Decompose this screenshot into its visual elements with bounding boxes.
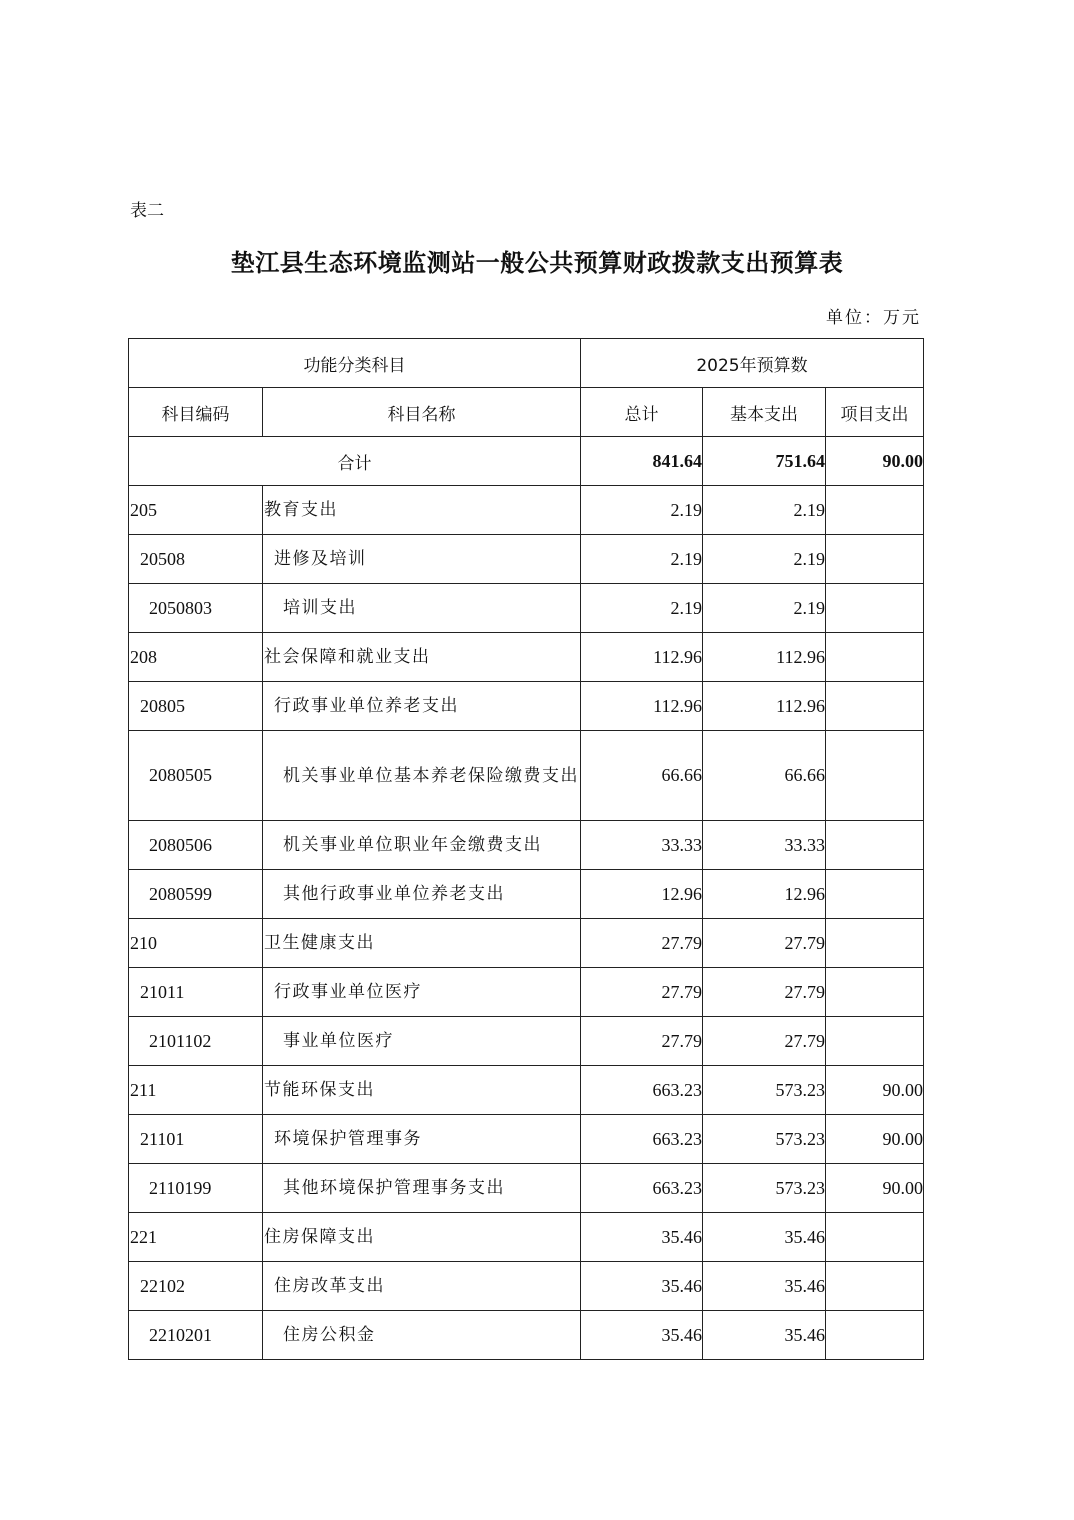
table-row xyxy=(129,1213,924,1262)
row-basic: 27.79 xyxy=(703,919,826,968)
row-project: 90.00 xyxy=(826,1066,924,1115)
row-name: 住房公积金 xyxy=(263,1311,581,1360)
table-row xyxy=(129,968,924,1017)
row-code: 221 xyxy=(129,1213,263,1262)
row-total: 663.23 xyxy=(581,1115,703,1164)
row-name: 机关事业单位职业年金缴费支出 xyxy=(263,821,581,870)
table-row xyxy=(129,486,924,535)
row-project xyxy=(826,1017,924,1066)
row-project xyxy=(826,682,924,731)
row-code: 2101102 xyxy=(129,1017,263,1066)
row-code: 2080505 xyxy=(129,731,263,821)
row-project xyxy=(826,1213,924,1262)
row-basic: 33.33 xyxy=(703,821,826,870)
row-project xyxy=(826,535,924,584)
row-basic: 112.96 xyxy=(703,633,826,682)
header-name: 科目名称 xyxy=(263,388,581,437)
row-total: 112.96 xyxy=(581,682,703,731)
row-code: 211 xyxy=(129,1066,263,1115)
header-project: 项目支出 xyxy=(826,388,924,437)
row-total: 35.46 xyxy=(581,1213,703,1262)
row-basic: 27.79 xyxy=(703,968,826,1017)
row-name: 住房改革支出 xyxy=(263,1262,581,1311)
row-basic: 112.96 xyxy=(703,682,826,731)
row-total: 27.79 xyxy=(581,1017,703,1066)
row-project xyxy=(826,821,924,870)
row-code: 2110199 xyxy=(129,1164,263,1213)
row-name: 教育支出 xyxy=(263,486,581,535)
row-basic: 66.66 xyxy=(703,731,826,821)
row-total: 12.96 xyxy=(581,870,703,919)
row-total: 663.23 xyxy=(581,1066,703,1115)
unit-label: 单位：万元 xyxy=(826,308,921,328)
row-project xyxy=(826,919,924,968)
row-code: 20805 xyxy=(129,682,263,731)
row-total: 2.19 xyxy=(581,584,703,633)
row-project xyxy=(826,486,924,535)
row-name: 机关事业单位基本养老保险缴费支出 xyxy=(263,731,581,821)
row-total: 2.19 xyxy=(581,486,703,535)
row-name: 行政事业单位养老支出 xyxy=(263,682,581,731)
table-row xyxy=(129,584,924,633)
table-row xyxy=(129,1017,924,1066)
budget-table xyxy=(128,338,924,1360)
total-row xyxy=(129,437,924,486)
table-row xyxy=(129,1164,924,1213)
row-basic: 573.23 xyxy=(703,1164,826,1213)
row-code: 20508 xyxy=(129,535,263,584)
table-row xyxy=(129,1262,924,1311)
row-code: 21011 xyxy=(129,968,263,1017)
row-basic: 2.19 xyxy=(703,486,826,535)
row-total: 66.66 xyxy=(581,731,703,821)
document-title: 垫江县生态环境监测站一般公共预算财政拨款支出预算表 xyxy=(230,248,844,277)
table-row xyxy=(129,1066,924,1115)
table-row xyxy=(129,633,924,682)
total-total: 841.64 xyxy=(581,437,703,486)
row-project xyxy=(826,1262,924,1311)
row-basic: 573.23 xyxy=(703,1066,826,1115)
row-code: 208 xyxy=(129,633,263,682)
row-code: 2080599 xyxy=(129,870,263,919)
row-basic: 27.79 xyxy=(703,1017,826,1066)
header-code: 科目编码 xyxy=(129,388,263,437)
table-row xyxy=(129,1311,924,1360)
row-code: 210 xyxy=(129,919,263,968)
row-basic: 2.19 xyxy=(703,584,826,633)
row-basic: 35.46 xyxy=(703,1262,826,1311)
row-project xyxy=(826,731,924,821)
total-project: 90.00 xyxy=(826,437,924,486)
row-name: 其他环境保护管理事务支出 xyxy=(263,1164,581,1213)
row-code: 2050803 xyxy=(129,584,263,633)
row-name: 行政事业单位医疗 xyxy=(263,968,581,1017)
table-row xyxy=(129,682,924,731)
row-total: 35.46 xyxy=(581,1311,703,1360)
row-project xyxy=(826,1311,924,1360)
row-total: 2.19 xyxy=(581,535,703,584)
row-name: 卫生健康支出 xyxy=(263,919,581,968)
table-row xyxy=(129,731,924,821)
table-row xyxy=(129,535,924,584)
row-total: 663.23 xyxy=(581,1164,703,1213)
row-name: 其他行政事业单位养老支出 xyxy=(263,870,581,919)
row-project: 90.00 xyxy=(826,1164,924,1213)
header-basic: 基本支出 xyxy=(703,388,826,437)
header-row-group xyxy=(129,339,924,388)
row-code: 2080506 xyxy=(129,821,263,870)
header-budget-year: 2025年预算数 xyxy=(581,339,924,388)
row-total: 33.33 xyxy=(581,821,703,870)
page-label: 表二 xyxy=(130,201,164,221)
row-code: 21101 xyxy=(129,1115,263,1164)
table-row xyxy=(129,1115,924,1164)
row-basic: 35.46 xyxy=(703,1213,826,1262)
row-name: 环境保护管理事务 xyxy=(263,1115,581,1164)
total-basic: 751.64 xyxy=(703,437,826,486)
row-project xyxy=(826,584,924,633)
header-total: 总计 xyxy=(581,388,703,437)
row-total: 27.79 xyxy=(581,919,703,968)
row-name: 住房保障支出 xyxy=(263,1213,581,1262)
row-code: 205 xyxy=(129,486,263,535)
table-row xyxy=(129,821,924,870)
table-row xyxy=(129,919,924,968)
row-name: 节能环保支出 xyxy=(263,1066,581,1115)
row-project: 90.00 xyxy=(826,1115,924,1164)
row-project xyxy=(826,633,924,682)
row-basic: 2.19 xyxy=(703,535,826,584)
row-basic: 12.96 xyxy=(703,870,826,919)
row-project xyxy=(826,968,924,1017)
row-name: 社会保障和就业支出 xyxy=(263,633,581,682)
total-label: 合计 xyxy=(129,437,581,486)
row-total: 112.96 xyxy=(581,633,703,682)
row-project xyxy=(826,870,924,919)
row-name: 事业单位医疗 xyxy=(263,1017,581,1066)
header-functional-category: 功能分类科目 xyxy=(129,339,581,388)
row-total: 35.46 xyxy=(581,1262,703,1311)
table-row xyxy=(129,870,924,919)
row-name: 培训支出 xyxy=(263,584,581,633)
header-row-columns xyxy=(129,388,924,437)
row-total: 27.79 xyxy=(581,968,703,1017)
row-basic: 35.46 xyxy=(703,1311,826,1360)
row-code: 2210201 xyxy=(129,1311,263,1360)
row-basic: 573.23 xyxy=(703,1115,826,1164)
row-code: 22102 xyxy=(129,1262,263,1311)
row-name: 进修及培训 xyxy=(263,535,581,584)
